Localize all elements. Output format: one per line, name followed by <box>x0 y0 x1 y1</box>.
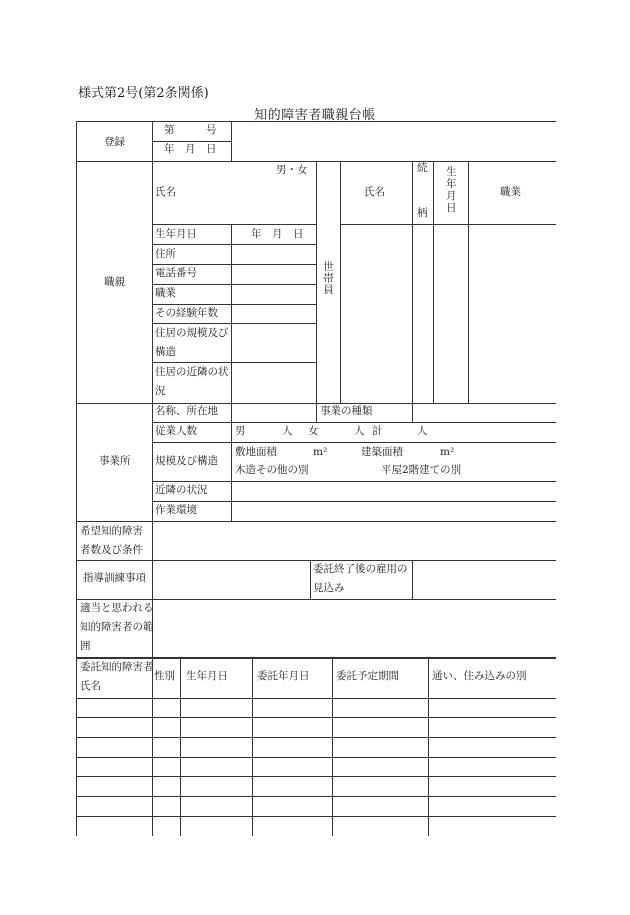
household-label: 世帯員 <box>322 261 334 296</box>
member-job-label: 職業 <box>500 186 521 198</box>
phone-label: 電話番号 <box>155 267 197 279</box>
header-commute-type: 通い、住み込みの別 <box>432 670 527 682</box>
employees-label: 従業人数 <box>155 425 197 437</box>
guidance-label: 指導訓練事項 <box>83 572 146 584</box>
relation-label-top: 続 <box>417 162 428 174</box>
registration-date-line: 年 月 日 <box>164 143 217 155</box>
birth-date-blank: 年 月 日 <box>251 228 304 240</box>
member-birth-label: 生年月日 <box>446 166 457 214</box>
header-gender: 性別 <box>154 670 175 682</box>
relation-label-bottom: 柄 <box>417 207 428 219</box>
employees-male: 男 <box>235 425 246 437</box>
form-number: 様式第2号(第2条関係) <box>78 86 209 101</box>
header-birth-date: 生年月日 <box>186 670 228 682</box>
office-neighborhood-label: 近隣の状況 <box>155 484 208 496</box>
header-planned-period: 委託予定期間 <box>336 670 399 682</box>
employment-prospect-label: 委託終了後の雇用の見込み <box>313 563 408 594</box>
employees-unit: 人 <box>282 425 293 437</box>
shokuoya-label: 職親 <box>104 276 125 288</box>
gender-options: 男・女 <box>276 164 308 176</box>
registration-label: 登録 <box>104 136 125 148</box>
environment-label: 作業環境 <box>155 504 197 516</box>
site-area-unit: m² <box>313 446 328 458</box>
birth-date-label: 生年月日 <box>155 228 197 240</box>
site-area-label: 敷地面積 <box>235 446 277 458</box>
employees-unit-2: 人 <box>354 425 365 437</box>
neighborhood-label: 住居の近隣の状況 <box>155 366 229 397</box>
suitable-label: 適当と思われる知的障害者の範囲 <box>80 602 154 652</box>
office-label: 事業所 <box>99 455 131 467</box>
ledger-table <box>76 121 556 836</box>
office-name-label: 名称、所在地 <box>155 405 218 417</box>
address-label: 住所 <box>155 248 176 260</box>
header-consign-date: 委託年月日 <box>257 670 310 682</box>
table-grid-lines <box>76 121 556 836</box>
employees-unit-3: 人 <box>417 425 428 437</box>
registration-number-line: 第 号 <box>164 124 217 136</box>
desired-label: 希望知的障害者数及び条件 <box>80 525 143 556</box>
building-area-unit: m² <box>440 446 455 458</box>
member-name-label: 氏名 <box>364 186 385 198</box>
experience-label: その経験年数 <box>155 307 218 319</box>
wooden-other-label: 木造その他の別 <box>235 464 309 476</box>
business-type-label: 事業の種類 <box>320 405 373 417</box>
shokuoya-name-label: 氏名 <box>155 186 176 198</box>
floors-label: 平屋2階建ての別 <box>381 464 462 476</box>
scale-label: 規模及び構造 <box>155 455 218 467</box>
building-area-label: 建築面積 <box>361 446 403 458</box>
housing-label: 住居の規模及び構造 <box>155 327 229 358</box>
employees-female: 女 <box>308 425 319 437</box>
document-title: 知的障害者職親台帳 <box>254 108 376 123</box>
employees-total: 計 <box>372 425 383 437</box>
job-label: 職業 <box>155 287 176 299</box>
header-consigned-name: 委託知的障害者氏名 <box>80 661 154 692</box>
